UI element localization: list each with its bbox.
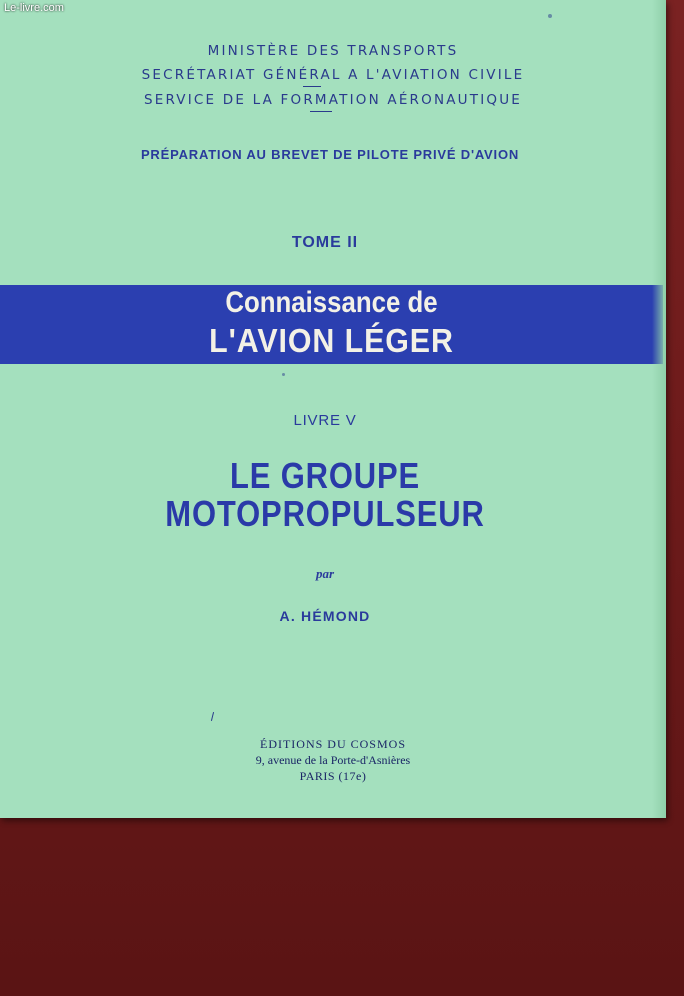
tome-number: TOME II bbox=[291, 234, 359, 251]
livre-number: LIVRE V bbox=[293, 412, 357, 429]
ink-mark bbox=[211, 712, 214, 721]
book-title-line-1: LE GROUPE bbox=[229, 455, 421, 496]
publisher-address: 9, avenue de la Porte-d'Asnières bbox=[255, 753, 411, 767]
ministry-line-3: SERVICE DE LA FORMATION AÉRONAUTIQUE bbox=[143, 92, 523, 108]
ink-speck bbox=[548, 14, 552, 18]
publisher-city: PARIS (17e) bbox=[299, 769, 367, 783]
preparation-heading: PRÉPARATION AU BREVET DE PILOTE PRIVÉ D'AVION bbox=[140, 147, 520, 162]
author-name: A. HÉMOND bbox=[279, 608, 371, 624]
ministry-underline-mark bbox=[310, 111, 332, 112]
ministry-underline-mark bbox=[303, 86, 321, 87]
book-title-line-2: MOTOPROPULSEUR bbox=[165, 493, 485, 534]
publisher-name: ÉDITIONS DU COSMOS bbox=[259, 737, 406, 751]
series-title-line-2: L'AVION LÉGER bbox=[209, 322, 454, 359]
ink-speck bbox=[282, 373, 285, 376]
ministry-line-1: MINISTÈRE DES TRANSPORTS bbox=[207, 43, 459, 59]
site-watermark: Le-livre.com bbox=[4, 2, 64, 14]
by-label: par bbox=[315, 566, 335, 581]
series-title-line-1: Connaissance de bbox=[225, 286, 438, 319]
ministry-line-2: SECRÉTARIAT GÉNÉRAL A L'AVIATION CIVILE bbox=[141, 67, 525, 83]
